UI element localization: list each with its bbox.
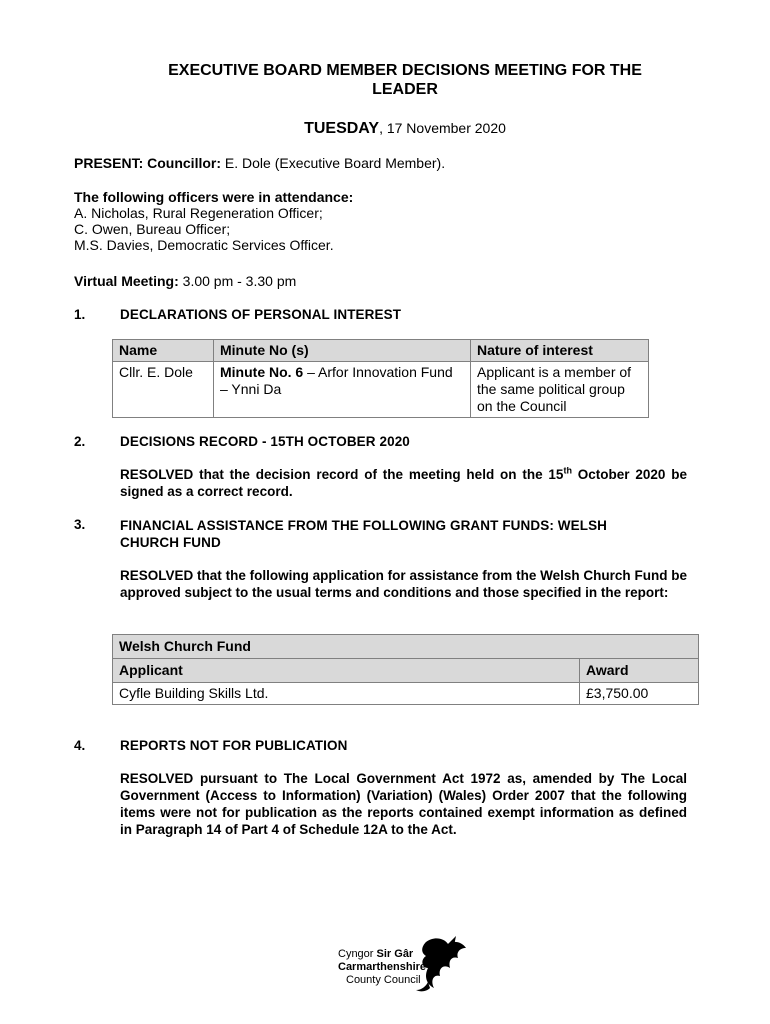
section-heading: DECLARATIONS OF PERSONAL INTEREST bbox=[120, 307, 402, 322]
table-cell: Minute No. 6 – Arfor Innovation Fund – Ynni Da bbox=[214, 362, 471, 418]
section-number: 3. bbox=[74, 517, 86, 532]
section-paragraph: RESOLVED that the decision record of the meeting held on the 15th October 2020 be signed as a correct record. bbox=[120, 465, 687, 499]
section-paragraph: RESOLVED pursuant to The Local Government Act 1972 as, amended by The Local Government (Access to Information) (Variation) (Wales) Order 2007 that the following items were not for publication as the reports contained exempt information as defined in Paragraph 14 of Part 4 of Schedule 12A to the Act. bbox=[120, 771, 687, 837]
table-header-cell: Applicant bbox=[113, 659, 580, 683]
table-row bbox=[113, 362, 649, 418]
section-paragraph: RESOLVED that the following application for assistance from the Welsh Church Fund be approved subject to the usual terms and conditions and those specified in the report: bbox=[120, 568, 687, 600]
officer-item: M.S. Davies, Democratic Services Officer. bbox=[74, 237, 334, 253]
table-header-cell: Name bbox=[113, 340, 214, 362]
table-title: Welsh Church Fund bbox=[113, 635, 699, 659]
grant-table bbox=[112, 634, 699, 705]
table-header-row bbox=[113, 659, 699, 683]
virtual-meeting-line: Virtual Meeting: 3.00 pm - 3.30 pm bbox=[74, 273, 297, 289]
logo-text: Cyngor Sir Gâr Carmarthenshire County Council bbox=[338, 948, 427, 986]
meeting-date: TUESDAY, 17 November 2020 bbox=[304, 120, 506, 137]
officer-item: C. Owen, Bureau Officer; bbox=[74, 221, 231, 237]
section-heading: REPORTS NOT FOR PUBLICATION bbox=[120, 738, 348, 753]
table-title-row bbox=[113, 635, 699, 659]
officers-block bbox=[74, 189, 353, 253]
table-header-cell: Nature of interest bbox=[471, 340, 649, 362]
section-number: 2. bbox=[74, 434, 86, 449]
section-number: 1. bbox=[74, 307, 86, 322]
table-cell: Applicant is a member of the same political group on the Council bbox=[471, 362, 649, 418]
section-heading: FINANCIAL ASSISTANCE FROM THE FOLLOWING GRANT FUNDS: WELSH CHURCH FUND bbox=[120, 518, 608, 550]
table-header-row bbox=[113, 340, 649, 362]
officer-item: A. Nicholas, Rural Regeneration Officer; bbox=[74, 205, 323, 221]
table-cell: Cyfle Building Skills Ltd. bbox=[113, 683, 580, 705]
officers-heading: The following officers were in attendance: bbox=[74, 189, 354, 205]
table-cell: Cllr. E. Dole bbox=[113, 362, 214, 418]
present-line: PRESENT: Councillor: E. Dole (Executive Board Member). bbox=[74, 155, 446, 171]
section-heading: DECISIONS RECORD - 15TH OCTOBER 2020 bbox=[120, 434, 410, 449]
table-header-cell: Minute No (s) bbox=[214, 340, 471, 362]
interest-table bbox=[112, 339, 649, 418]
table-cell: £3,750.00 bbox=[580, 683, 699, 705]
section-number: 4. bbox=[74, 738, 86, 753]
document-title: EXECUTIVE BOARD MEMBER DECISIONS MEETING FOR THE LEADER bbox=[168, 62, 642, 98]
council-logo bbox=[330, 934, 480, 996]
table-row bbox=[113, 683, 699, 705]
table-header-cell: Award bbox=[580, 659, 699, 683]
